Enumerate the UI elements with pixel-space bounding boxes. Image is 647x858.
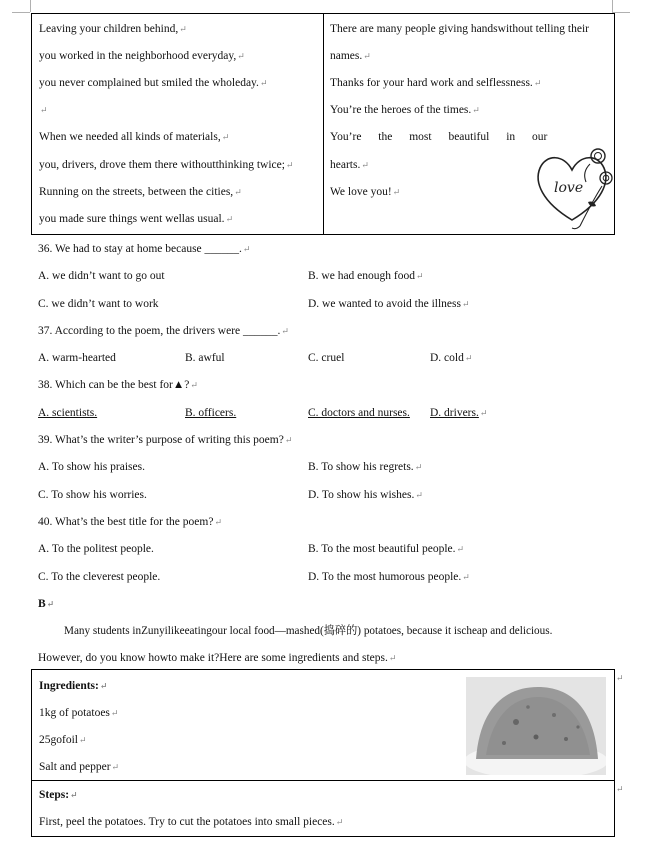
- poem-line: hearts.↵: [330, 159, 369, 171]
- question-stem: 37. According to the poem, the drivers were ______.↵: [38, 325, 289, 337]
- option-a[interactable]: A. To show his praises.: [38, 461, 145, 473]
- option-c[interactable]: C. To show his worries.: [38, 489, 147, 501]
- option-d[interactable]: D. To the most humorous people.↵: [308, 571, 470, 583]
- steps-heading: Steps:↵: [39, 789, 78, 801]
- crop-mark: [30, 0, 31, 12]
- option-d[interactable]: D. drivers.↵: [430, 407, 488, 419]
- crop-mark: [612, 0, 613, 12]
- option-b[interactable]: B. awful: [185, 352, 225, 364]
- heart-love-text: love: [554, 180, 584, 196]
- question-stem: 38. Which can be the best for▲?↵: [38, 379, 198, 391]
- ingredients-table: [31, 669, 615, 837]
- option-b[interactable]: B. officers.: [185, 407, 237, 419]
- option-c[interactable]: C. doctors and nurses.: [308, 407, 410, 419]
- option-c[interactable]: C. To the cleverest people.: [38, 571, 161, 583]
- section-b-paragraph-line: Many students inZunyilikeeatingour local food—mashed(捣碎的) potatoes, because it ischeap and delicious.: [64, 625, 553, 637]
- love-heart-illustration: [532, 142, 614, 232]
- ingredient-item: 1kg of potatoes↵: [39, 707, 119, 719]
- poem-line: We love you!↵: [330, 186, 401, 198]
- ingredient-item: 25gofoil↵: [39, 734, 87, 746]
- poem-line: You’re the heroes of the times.↵: [330, 104, 480, 116]
- poem-line: Leaving your children behind,↵: [39, 23, 187, 35]
- option-d[interactable]: D. we wanted to avoid the illness↵: [308, 298, 470, 310]
- poem-line: you never complained but smiled the wholeday.↵: [39, 77, 268, 89]
- poem-line: you worked in the neighborhood everyday,↵: [39, 50, 245, 62]
- table-divider: [323, 14, 324, 234]
- option-c[interactable]: C. we didn’t want to work: [38, 298, 159, 310]
- poem-line: Running on the streets, between the cities,↵: [39, 186, 242, 198]
- ingredients-heading: Ingredients:↵: [39, 680, 108, 692]
- table-row-divider: [32, 780, 614, 781]
- section-b-label: B↵: [38, 598, 55, 610]
- poem-line-empty: ↵: [40, 105, 48, 115]
- option-c[interactable]: C. cruel: [308, 352, 345, 364]
- option-d[interactable]: D. To show his wishes.↵: [308, 489, 423, 501]
- question-stem: 40. What’s the best title for the poem?↵: [38, 516, 222, 528]
- poem-line: you made sure things went wellas usual.↵: [39, 213, 234, 225]
- row-end-mark: ↵: [616, 673, 624, 683]
- option-d[interactable]: D. cold↵: [430, 352, 473, 364]
- option-b[interactable]: B. we had enough food↵: [308, 270, 424, 282]
- poem-line: You’re the most beautiful in our: [330, 131, 548, 143]
- option-b[interactable]: B. To show his regrets.↵: [308, 461, 423, 473]
- option-b[interactable]: B. To the most beautiful people.↵: [308, 543, 465, 555]
- option-a[interactable]: A. To the politest people.: [38, 543, 154, 555]
- ingredient-item: Salt and pepper↵: [39, 761, 120, 773]
- mashed-potato-photo: [466, 677, 606, 775]
- poem-line: There are many people giving handswithout telling their: [330, 23, 589, 35]
- poem-line: names.↵: [330, 50, 371, 62]
- mashed-potato-image: [466, 677, 606, 775]
- question-stem: 39. What’s the writer’s purpose of writing this poem?↵: [38, 434, 293, 446]
- option-a[interactable]: A. warm-hearted: [38, 352, 116, 364]
- step-line: First, peel the potatoes. Try to cut the potatoes into small pieces.↵: [39, 816, 344, 828]
- row-end-mark: ↵: [616, 784, 624, 794]
- poem-line: When we needed all kinds of materials,↵: [39, 131, 230, 143]
- option-a[interactable]: A. we didn’t want to go out: [38, 270, 165, 282]
- section-b-paragraph-line: However, do you know howto make it?Here are some ingredients and steps.↵: [38, 652, 397, 664]
- poem-line: Thanks for your hard work and selflessness.↵: [330, 77, 542, 89]
- crop-mark: [12, 12, 30, 13]
- question-stem: 36. We had to stay at home because ______.↵: [38, 243, 251, 255]
- poem-line: you, drivers, drove them there withoutthinking twice;↵: [39, 159, 294, 171]
- option-a[interactable]: A. scientists.: [38, 407, 98, 419]
- poem-table: [31, 13, 615, 235]
